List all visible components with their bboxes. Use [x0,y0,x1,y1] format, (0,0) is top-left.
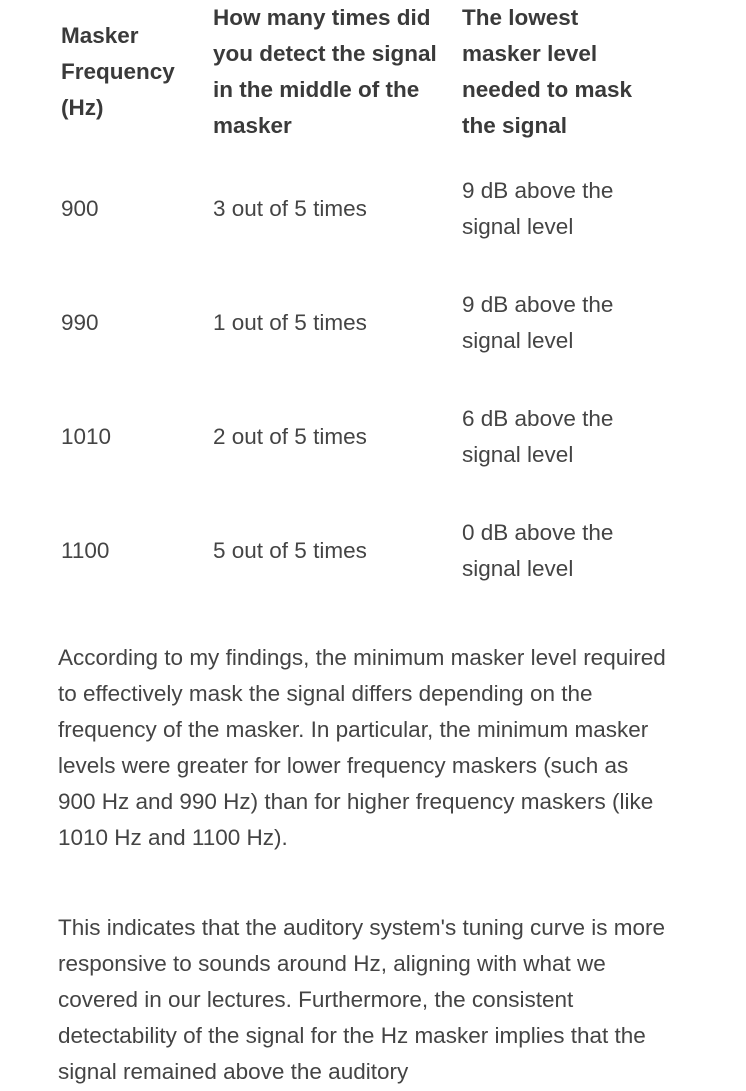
header-masker-frequency: Masker Frequency (Hz) [61,23,175,120]
header-detection-count: How many times did you detect the signal in the middle of the masker [213,5,437,138]
cell-lowest-level: 9 dB above the signal level [462,292,614,353]
cell-frequency: 990 [61,310,99,335]
cell-frequency: 1100 [61,538,110,563]
cell-lowest-level: 0 dB above the signal level [462,520,614,581]
table-row [53,144,661,266]
table-row [53,380,661,494]
table-row [53,494,661,608]
cell-lowest-level: 9 dB above the signal level [462,178,614,239]
cell-frequency: 1010 [61,424,112,449]
cell-detections: 5 out of 5 times [213,538,367,563]
table-row [53,266,661,380]
cell-detections: 3 out of 5 times [213,196,367,221]
results-table [53,0,661,608]
header-lowest-masker-level: The lowest masker level needed to mask the signal [462,5,633,138]
table-header-row [53,0,661,144]
interpretation-paragraph: This indicates that the auditory system's tuning curve is more responsive to sounds around Hz, aligning with what we covered in our lectures. Furthermore, the consistent detectability of the signal for the Hz masker implies that the signal remained above the auditory [58,915,666,1084]
cell-detections: 1 out of 5 times [213,310,367,335]
cell-detections: 2 out of 5 times [213,424,367,449]
cell-lowest-level: 6 dB above the signal level [462,406,614,467]
cell-frequency: 900 [61,196,99,221]
findings-paragraph: According to my findings, the minimum masker level required to effectively mask the signal differs depending on the frequency of the masker. In particular, the minimum masker levels were greater for lower frequency maskers (such as 900 Hz and 990 Hz) than for higher frequency maskers (like 1010 Hz and 1100 Hz). [58,645,666,850]
